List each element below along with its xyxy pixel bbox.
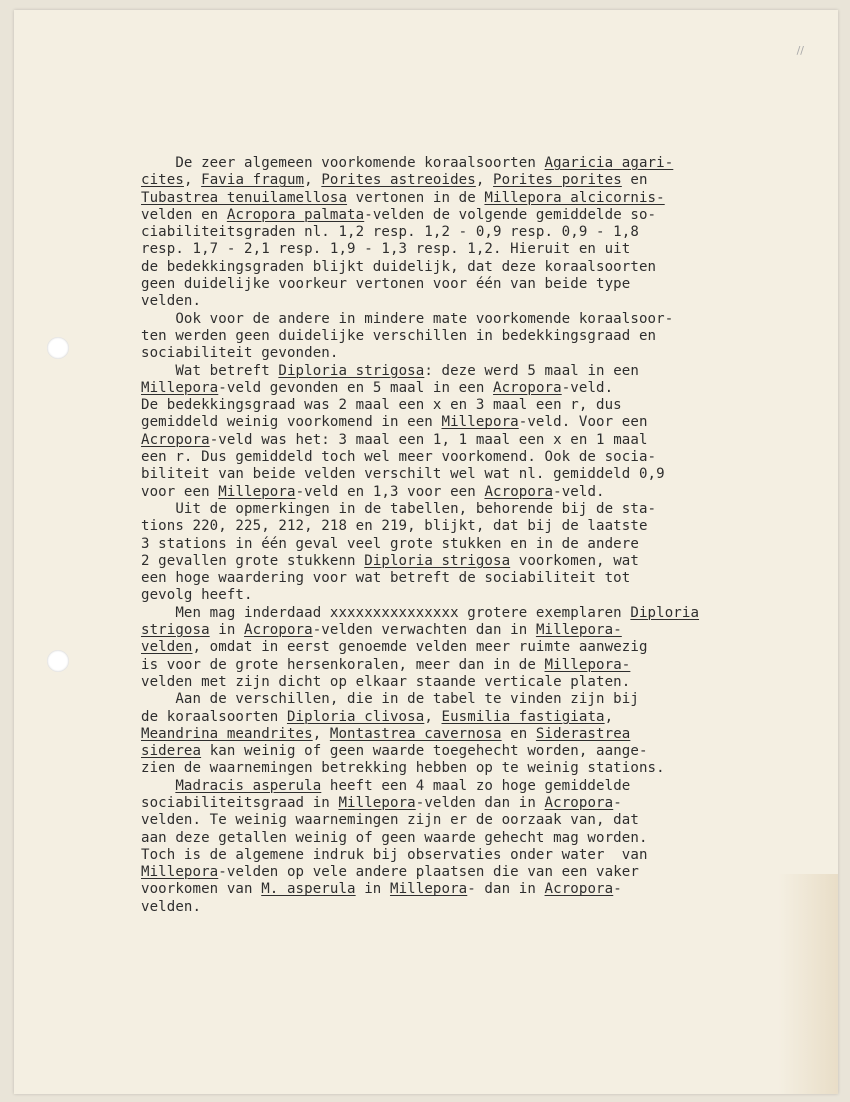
text-segment: -velden de volgende gemiddelde so- [364,206,657,223]
text-segment: , [312,725,330,742]
text-segment: velden. Te weinig waarnemingen zijn er de oorzaak van, dat [141,812,639,829]
text-segment: Toch is de algemene indruk bij observaties onder water van [141,846,648,863]
underlined-species-name: Millepora [389,881,468,898]
text-segment: biliteit van beide velden verschilt wel wat nl. gemiddeld 0,9 [141,466,665,483]
text-segment: sociabiliteit gevonden. [141,345,339,362]
underlined-species-name: Diploria strigosa [278,362,425,379]
text-line [141,709,761,726]
underlined-species-name: Acropora [544,881,614,898]
underlined-species-name: Siderastrea [535,725,631,742]
text-line [141,518,761,535]
typed-body-text [141,155,761,916]
text-segment: Uit de opmerkingen in de tabellen, behorende bij de sta- [141,500,657,517]
text-line [141,553,761,570]
underlined-species-name: Acropora [484,483,554,500]
text-segment: - dan in [467,881,545,898]
underlined-species-name: Diploria strigosa [364,552,511,569]
text-line [141,605,761,622]
text-segment: -veld gevonden en 5 maal in een [218,379,494,396]
text-line [141,674,761,691]
text-segment: in [355,881,390,898]
text-line [141,397,761,414]
text-line [141,795,761,812]
text-segment: een hoge waardering voor wat betreft de sociabiliteit tot [141,570,631,587]
text-line [141,293,761,310]
text-segment: sociabiliteitsgraad in [141,794,339,811]
text-line [141,241,761,258]
text-line [141,466,761,483]
text-segment: en [501,725,536,742]
text-line [141,864,761,881]
text-segment: gemiddeld weinig voorkomend in een [141,414,442,431]
text-line [141,760,761,777]
underlined-species-name: Acropora [141,431,210,448]
text-line [141,639,761,656]
text-segment: voor een [141,483,219,500]
underlined-species-name: strigosa [141,622,210,639]
text-line [141,743,761,760]
underlined-species-name: Millepora [218,483,296,500]
text-segment: : deze werd 5 maal in een [424,362,639,379]
underlined-species-name: Millepora [441,414,519,431]
text-line [141,172,761,189]
text-segment: -veld. Voor een [518,414,648,431]
text-line [141,207,761,224]
underlined-species-name: Millepora [141,379,219,396]
text-line [141,414,761,431]
text-segment: en [621,172,648,189]
text-line [141,830,761,847]
text-line [141,276,761,293]
text-line [141,536,761,553]
punch-hole-top [47,337,69,359]
text-segment: -velden op vele andere plaatsen die van een vaker [218,864,639,881]
text-segment: , omdat in eerst genoemde velden meer ruimte aanwezig [192,639,648,656]
text-segment: in [209,622,245,639]
text-line [141,570,761,587]
text-line [141,190,761,207]
punch-hole-bottom [47,650,69,672]
text-segment: , [475,172,494,189]
underlined-species-name: Acropora [544,794,614,811]
underlined-species-name: M. asperula [261,881,356,898]
underlined-species-name: Madracis asperula [175,777,322,794]
text-line [141,657,761,674]
underlined-species-name: Acropora [244,622,313,639]
text-segment: De zeer algemeen voorkomende koraalsoorten [141,155,545,171]
text-line [141,328,761,345]
text-segment: aan deze getallen weinig of geen waarde gehecht mag worden. [141,829,648,846]
underlined-species-name: Acropora palmata [226,206,365,223]
text-segment: ten werden geen duidelijke verschillen in bedekkingsgraad en [141,327,657,344]
underlined-species-name: Eusmilia fastigiata [441,708,605,725]
text-segment: -veld. [561,379,614,396]
text-segment: -velden dan in [415,794,545,811]
underlined-species-name: Millepora- [535,622,622,639]
age-stain [778,874,838,1094]
underlined-species-name: Millepora [338,794,416,811]
underlined-species-name: Meandrina meandrites [141,725,313,742]
text-segment: voorkomen, wat [510,552,639,569]
underlined-species-name: cites [141,172,184,189]
text-segment: velden en [141,206,227,223]
underlined-species-name: velden [141,639,193,656]
page-mark: // [796,44,804,57]
text-segment: velden. [141,293,202,310]
underlined-species-name: Favia fragum [201,172,305,189]
text-segment: -veld en 1,3 voor een [295,483,485,500]
text-segment: de koraalsoorten [141,708,287,725]
text-segment: , [424,708,442,725]
text-segment: -veld was het: 3 maal een 1, 1 maal een x en 1 maal [209,431,648,448]
underlined-species-name: Millepora- [544,656,631,673]
underlined-species-name: Acropora [493,379,562,396]
underlined-species-name: Porites astreoides [321,172,476,189]
text-segment: de bedekkingsgraden blijkt duidelijk, dat deze koraalsoorten [141,258,657,275]
text-segment: , [183,172,202,189]
text-segment: velden. [141,898,202,915]
text-segment: heeft een 4 maal zo hoge gemiddelde [321,777,631,794]
text-line [141,691,761,708]
text-segment: -velden verwachten dan in [312,622,536,639]
text-segment: vertonen in de [347,189,485,206]
underlined-species-name: Millepora alcicornis- [484,189,665,206]
text-line [141,224,761,241]
text-line [141,587,761,604]
text-segment: - [613,794,622,811]
underlined-species-name: Agaricia agari- [544,155,674,171]
text-segment: -veld. [553,483,605,500]
text-segment: Men mag inderdaad xxxxxxxxxxxxxxx grotere exemplaren [141,604,631,621]
text-line [141,345,761,362]
text-line [141,881,761,898]
underlined-species-name: Diploria clivosa [286,708,425,725]
text-segment: - [613,881,622,898]
text-segment: is voor de grote hersenkoralen, meer dan in de [141,656,545,673]
text-segment: geen duidelijke voorkeur vertonen voor één van beide type [141,276,631,293]
text-segment: De bedekkingsgraad was 2 maal een x en 3 maal een r, dus [141,397,622,414]
text-segment: 2 gevallen grote stukkenn [141,552,365,569]
text-segment: kan weinig of geen waarde toegehecht worden, aange- [201,743,648,760]
text-segment: een r. Dus gemiddeld toch wel meer voorkomend. Ook de socia- [141,449,657,466]
text-line [141,484,761,501]
text-segment: tions 220, 225, 212, 218 en 219, blijkt, dat bij de laatste [141,518,648,535]
text-segment: gevolg heeft. [141,587,253,604]
text-line [141,812,761,829]
text-line [141,259,761,276]
text-segment [141,778,175,794]
underlined-species-name: Porites porites [493,172,622,189]
text-line [141,501,761,518]
underlined-species-name: Millepora [141,864,219,881]
text-line [141,155,761,172]
text-segment: ciabiliteitsgraden nl. 1,2 resp. 1,2 - 0,9 resp. 0,9 - 1,8 [141,224,639,241]
text-segment: Ook voor de andere in mindere mate voorkomende koraalsoor- [141,310,674,327]
text-segment: , [304,172,322,189]
text-segment: Aan de verschillen, die in de tabel te vinden zijn bij [141,691,639,708]
text-segment: Wat betreft [141,362,279,379]
text-line [141,432,761,449]
text-segment: 3 stations in één geval veel grote stukken en in de andere [141,535,639,552]
text-segment: , [604,708,614,725]
underlined-species-name: Tubastrea tenuilamellosa [141,189,348,206]
text-line [141,899,761,916]
text-segment: velden met zijn dicht op elkaar staande verticale platen. [141,673,631,690]
text-line [141,380,761,397]
text-line [141,311,761,328]
text-line [141,726,761,743]
text-segment: voorkomen van [141,881,262,898]
underlined-species-name: siderea [141,743,202,760]
text-line [141,622,761,639]
text-line [141,778,761,795]
underlined-species-name: Diploria [630,604,700,621]
text-line [141,847,761,864]
text-line [141,449,761,466]
text-line [141,363,761,380]
text-segment: resp. 1,7 - 2,1 resp. 1,9 - 1,3 resp. 1,2. Hieruit en uit [141,241,631,258]
underlined-species-name: Montastrea cavernosa [329,725,502,742]
text-segment: zien de waarnemingen betrekking hebben op te weinig stations. [141,760,665,777]
